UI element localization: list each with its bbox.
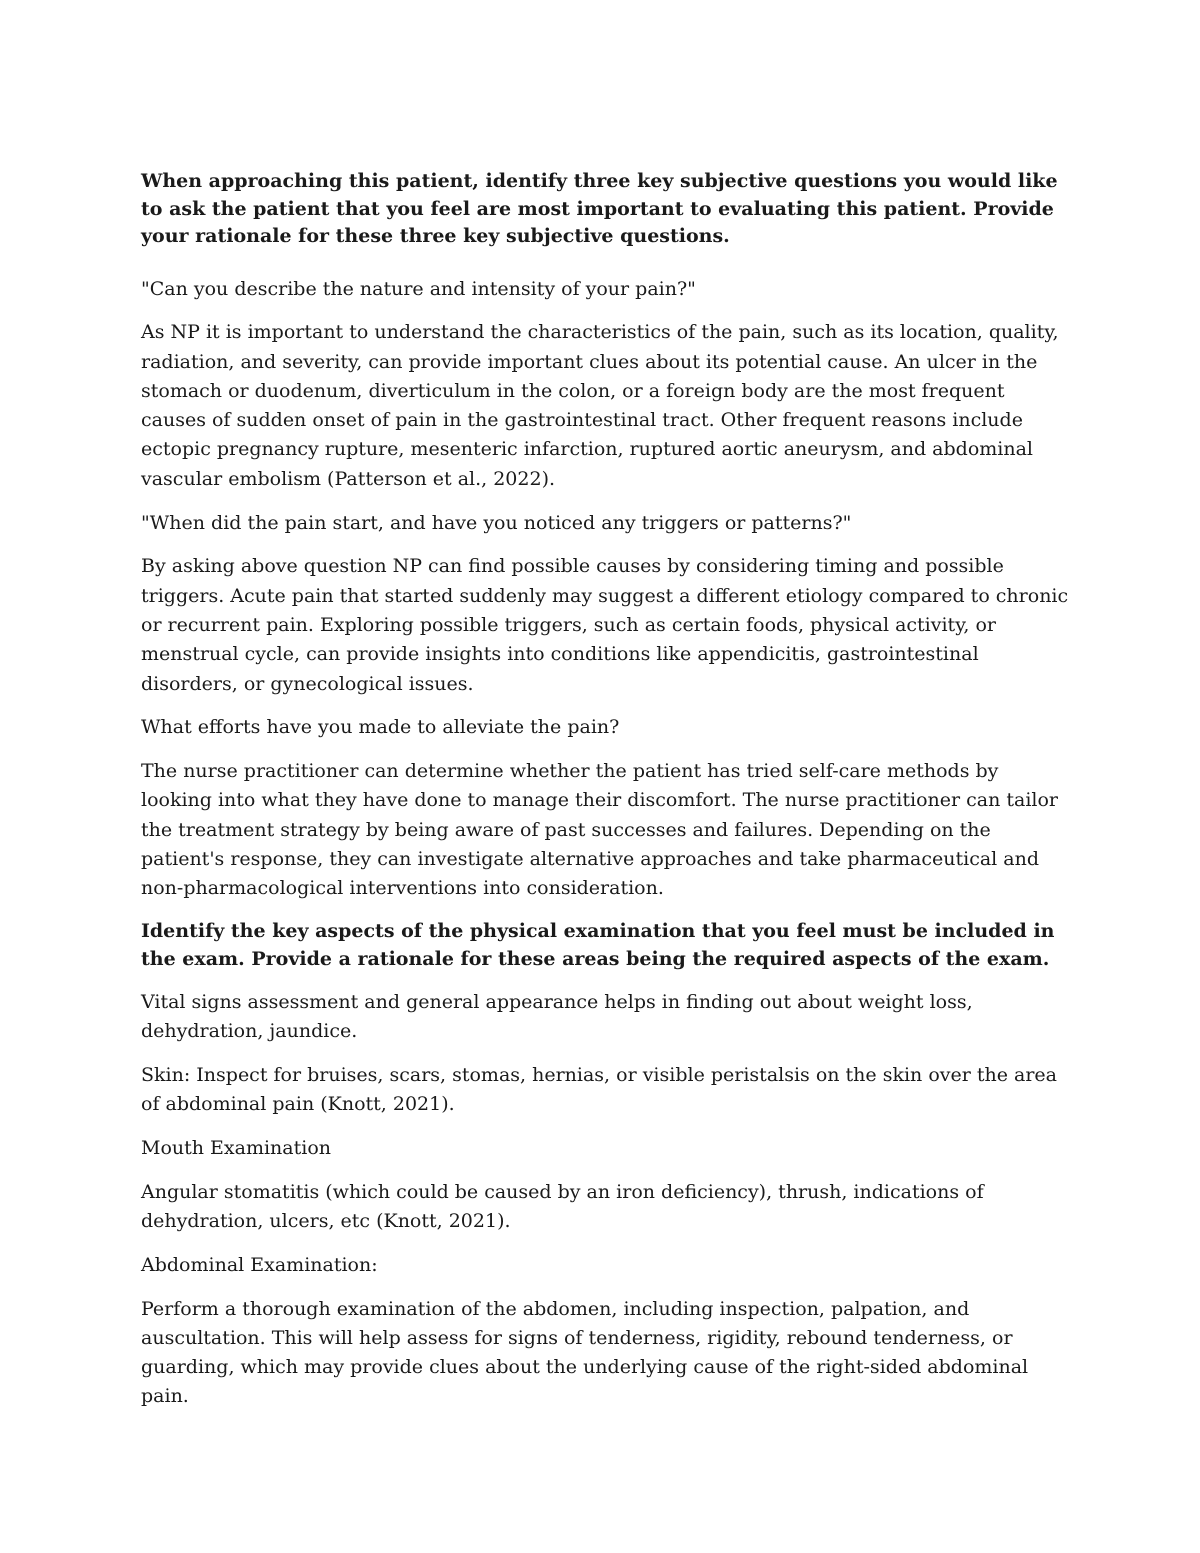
rationale-3: The nurse practitioner can determine whether the patient has tried self-care methods by looking into what they have done to manage their discomfort. The nurse practitioner can tailor the treatment strategy by being aware of past successes and failures. Depending on the patient's response, they can investigate alternative approaches and take pharmaceutical and non-pharmacological interventions into consideration. xyxy=(141,760,1058,900)
rationale-2: By asking above question NP can find possible causes by considering timing and possible triggers. Acute pain that started suddenly may suggest a different etiology compared to chronic or recurrent pain. Exploring possible triggers, such as certain foods, physical activity, or menstrual cycle, can provide insights into conditions like appendicitis, gastrointestinal disorders, or gynecological issues. xyxy=(141,555,1069,695)
vital-signs-paragraph: Vital signs assessment and general appearance helps in finding out about weight loss, dehydration, jaundice. xyxy=(141,990,973,1042)
abdominal-exam-paragraph: Perform a thorough examination of the abdomen, including inspection, palpation, and auscultation. This will help assess for signs of tenderness, rigidity, rebound tenderness, or guarding, which may provide clues about the underlying cause of the right-sided abdominal pain. xyxy=(141,1297,1029,1408)
skin-paragraph: Skin: Inspect for bruises, scars, stomas, hernias, or visible peristalsis on the skin over the area of abdominal pain (Knott, 2021). xyxy=(141,1063,1057,1116)
abdominal-exam-heading: Abdominal Examination: xyxy=(141,1253,378,1276)
subjective-question-2: "When did the pain start, and have you noticed any triggers or patterns?" xyxy=(141,511,852,534)
section-heading-physical-exam: Identify the key aspects of the physical examination that you feel must be included in the exam. Provide a rationale for these areas being the required aspects of the exam. xyxy=(141,920,1055,970)
subjective-question-3: What efforts have you made to alleviate the pain? xyxy=(141,716,620,739)
mouth-exam-heading: Mouth Examination xyxy=(141,1136,331,1159)
subjective-question-1: "Can you describe the nature and intensity of your pain?" xyxy=(141,277,696,300)
section-heading-subjective-questions: When approaching this patient, identify three key subjective questions you would like to ask the patient that you feel are most important to evaluating this patient. Provide your rationale for these three key subjective questions. xyxy=(141,170,1058,247)
mouth-exam-paragraph: Angular stomatitis (which could be caused by an iron deficiency), thrush, indications of dehydration, ulcers, etc (Knott, 2021). xyxy=(141,1180,984,1232)
rationale-1: As NP it is important to understand the characteristics of the pain, such as its location, quality, radiation, and severity, can provide important clues about its potential cause. An ulcer in the stomach or duodenum, diverticulum in the colon, or a foreign body are the most frequent causes of sudden onset of pain in the gastrointestinal tract. Other frequent reasons include ectopic pregnancy rupture, mesenteric infarction, ruptured aortic aneurysm, and abdominal vascular embolism (Patterson et al., 2022). xyxy=(141,321,1059,490)
document-page xyxy=(141,168,1071,1426)
